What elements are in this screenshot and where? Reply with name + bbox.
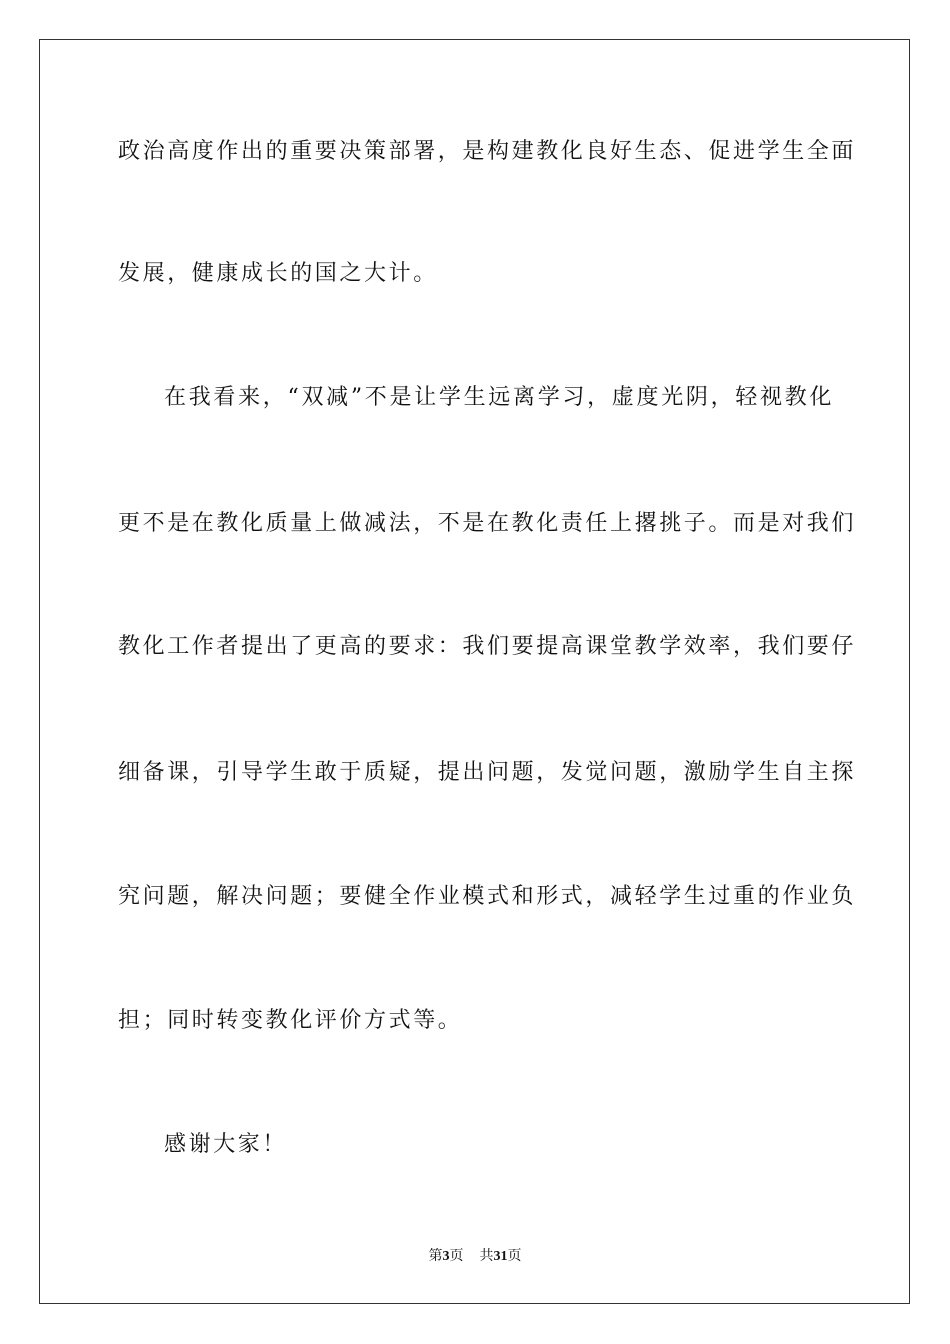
body-line-9: 感谢大家！ (164, 1132, 288, 1157)
footer-page-suffix: 页 (449, 1248, 464, 1264)
body-line-8: 担；同时转变教化评价方式等。 (118, 1008, 463, 1033)
footer-total-suffix: 页 (507, 1248, 522, 1264)
page-border (39, 39, 910, 1304)
body-line-1: 政治高度作出的重要决策部署，是构建教化良好生态、促进学生全面 (118, 139, 857, 164)
page-footer (0, 1246, 950, 1267)
body-line-6: 细备课，引导学生敢于质疑，提出问题，发觉问题，激励学生自主探 (118, 760, 857, 785)
body-line-3: 在我看来，“双减”不是让学生远离学习，虚度光阴，轻视教化 (164, 385, 834, 410)
body-line-4: 更不是在教化质量上做减法，不是在教化责任上撂挑子。而是对我们 (118, 511, 857, 536)
footer-page-prefix: 第 (428, 1248, 443, 1264)
body-line-7: 究问题，解决问题；要健全作业模式和形式，减轻学生过重的作业负 (118, 884, 857, 909)
body-line-2: 发展，健康成长的国之大计。 (118, 261, 438, 286)
footer-page-number: 3 (442, 1249, 450, 1264)
footer-total-pages: 31 (493, 1249, 508, 1264)
body-line-5: 教化工作者提出了更高的要求：我们要提高课堂教学效率，我们要仔 (118, 634, 857, 659)
footer-total-prefix: 共 (479, 1248, 494, 1264)
